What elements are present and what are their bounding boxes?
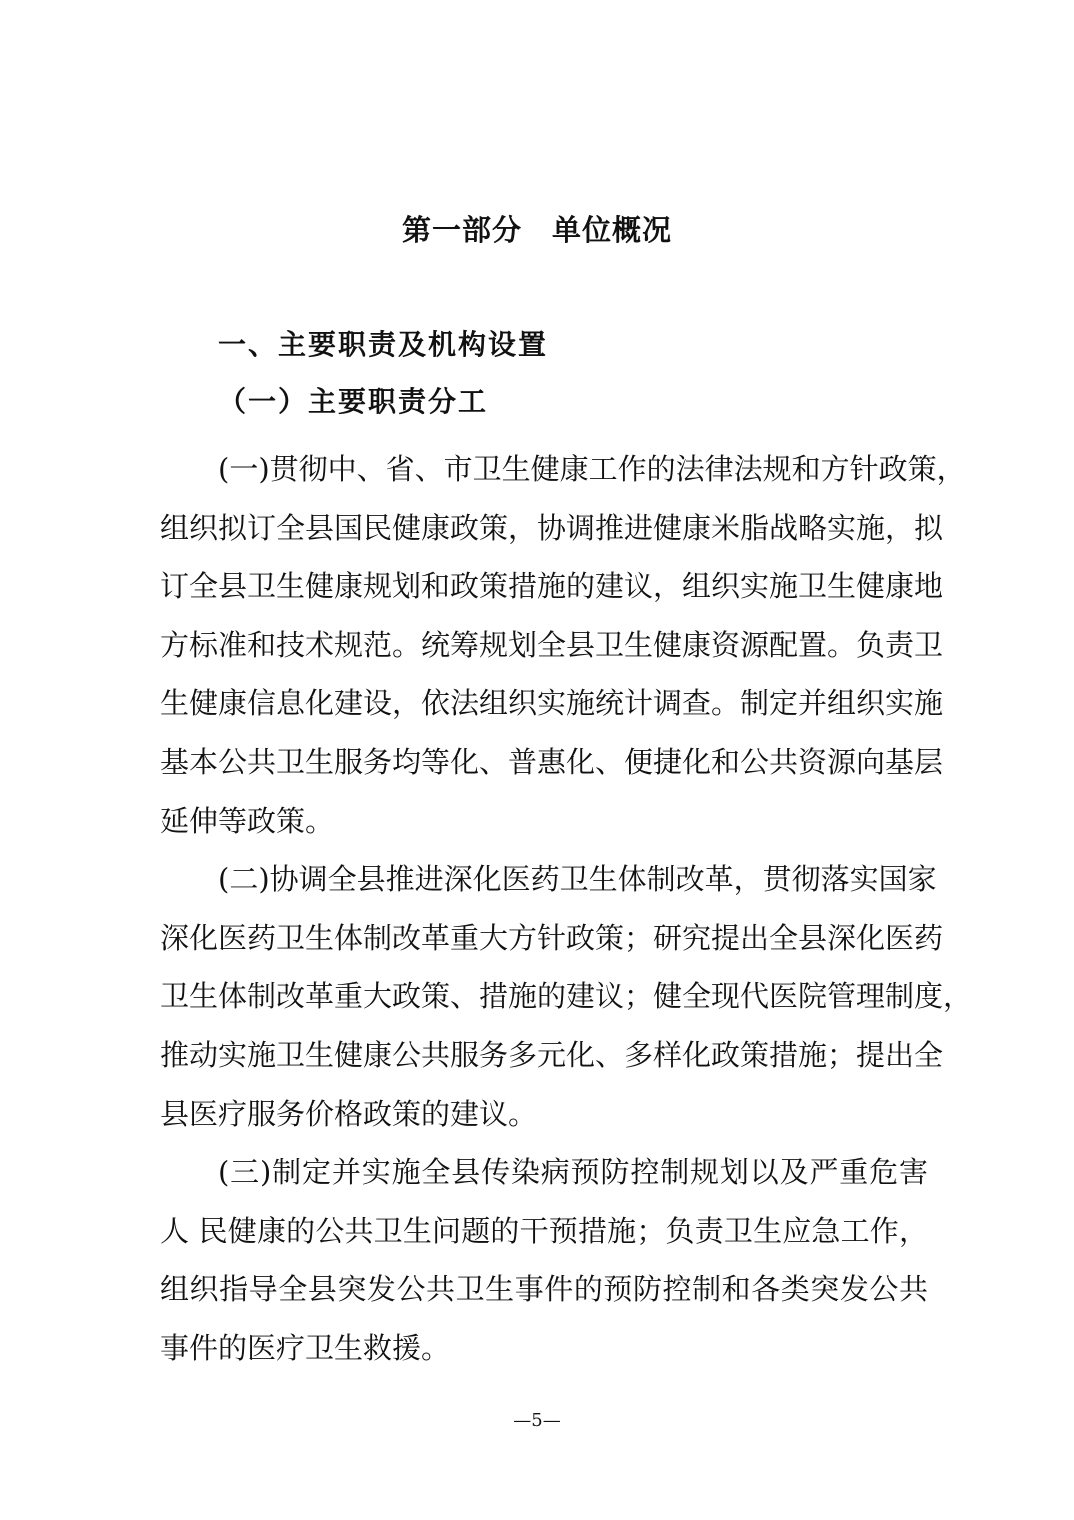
page-number: —5— bbox=[513, 1410, 561, 1431]
body-text bbox=[160, 440, 973, 1378]
part-title: 第一部分 单位概况 bbox=[401, 213, 672, 247]
paragraph-3-line-3: 组织指导全县突发公共卫生事件的预防控制和各类突发公共 bbox=[160, 1272, 928, 1307]
section-heading: 一、主要职责及机构设置 bbox=[218, 328, 549, 361]
paragraph-1-line-7: 延伸等政策。 bbox=[160, 803, 335, 838]
paragraph-3-line-2: 人 民健康的公共卫生问题的干预措施；负责卫生应急工作， bbox=[160, 1213, 928, 1248]
paragraph-2-line-4: 推动实施卫生健康公共服务多元化、多样化政策措施；提出全 bbox=[160, 1037, 944, 1072]
paragraph-1-line-3: 订全县卫生健康规划和政策措施的建议，组织实施卫生健康地 bbox=[160, 569, 944, 604]
paragraph-1-line-2: 组织拟订全县国民健康政策，协调推进健康米脂战略实施，拟 bbox=[160, 510, 944, 545]
paragraph-3-line-4: 事件的医疗卫生救援。 bbox=[160, 1330, 451, 1365]
paragraph-2-line-5: 县医疗服务价格政策的建议。 bbox=[160, 1096, 538, 1131]
paragraph-2-line-2: 深化医药卫生体制改革重大方针政策；研究提出全县深化医药 bbox=[160, 920, 944, 955]
paragraph-2-line-1: (二)协调全县推进深化医药卫生体制改革，贯彻落实国家 bbox=[218, 862, 937, 897]
sub-heading: （一）主要职责分工 bbox=[218, 385, 489, 418]
paragraph-1-line-4: 方标准和技术规范。统筹规划全县卫生健康资源配置。负责卫 bbox=[160, 627, 944, 662]
paragraph-2-line-3: 卫生体制改革重大政策、措施的建议；健全现代医院管理制度， bbox=[160, 979, 973, 1014]
paragraph-3-line-1: (三)制定并实施全县传染病预防控制规划以及严重危害 bbox=[218, 1155, 928, 1190]
paragraph-1-line-5: 生健康信息化建设，依法组织实施统计调查。制定并组织实施 bbox=[160, 686, 944, 721]
paragraph-1-line-6: 基本公共卫生服务均等化、普惠化、便捷化和公共资源向基层 bbox=[160, 744, 944, 779]
paragraph-1-line-1: (一)贯彻中、省、市卫生健康工作的法律法规和方针政策， bbox=[218, 452, 966, 486]
